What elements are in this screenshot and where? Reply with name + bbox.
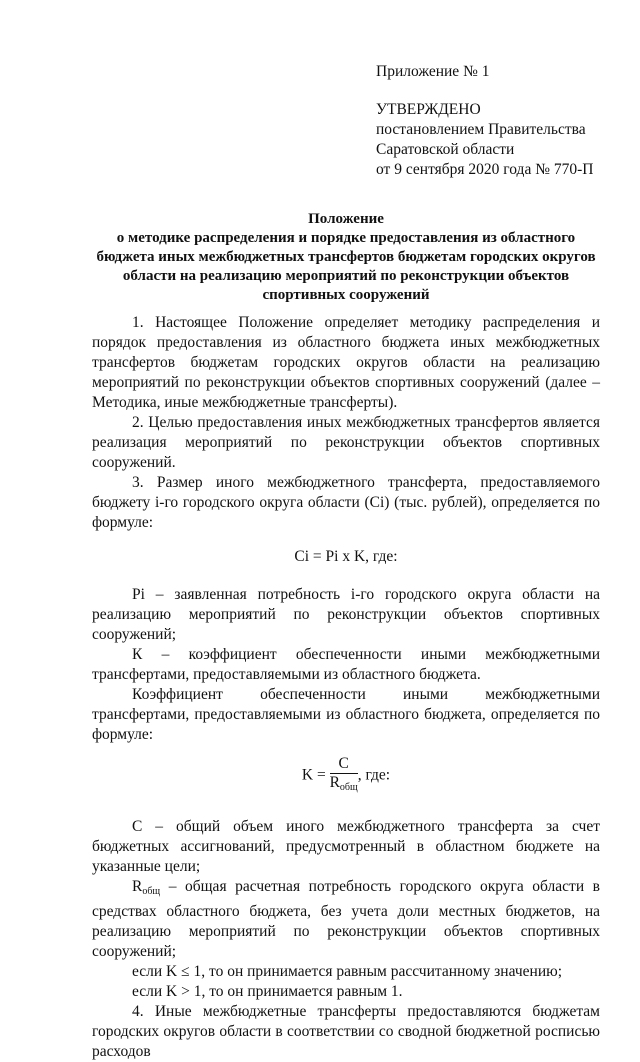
title-subtitle: о методике распределения и порядке предоставления из областного бюджета иных межбюджетных трансфертов бюджетам городских округов области на реализацию мероприятий по реконструкции объектов спортивных сооружений (96, 230, 596, 303)
document-title (92, 210, 600, 305)
approval-line-3: от 9 сентября 2020 года № 770-П (376, 161, 594, 178)
formula-k-denominator: $R_{общ}$ (329, 774, 358, 793)
formula-k-lhs: K = (301, 766, 326, 784)
paragraph-1: 1. Настоящее Положение определяет методику распределения и порядок предоставления из областного бюджета иных межбюджетных трансфертов бюджетам городских округов области на реализацию мероприятий по реконструкции объектов спортивных сооружений (далее – Методика, иные межбюджетные трансферты). (92, 314, 600, 411)
paragraph-c-definition: С – общий объем иного межбюджетного трансферта за счет бюджетных ассигнований, предусмотренный в областном бюджете на указанные цели; (92, 818, 600, 875)
formula-ci: Ci = Pi x K, где: (294, 548, 398, 565)
paragraph-k-definition: К – коэффициент обеспеченности иными межбюджетными трансфертами, предоставляемыми из областного бюджета. (92, 646, 600, 683)
r-symbol: R (132, 878, 143, 895)
approval-line-1: постановлением Правительства (376, 121, 586, 138)
paragraph-k-le-1: если K ≤ 1, то он принимается равным рассчитанному значению; (132, 963, 563, 980)
paragraph-k-formula-intro: Коэффициент обеспеченности иными межбюджетными трансфертами, предоставляемыми из областного бюджета, определяется по формуле: (92, 686, 600, 743)
formula-k (92, 755, 600, 797)
paragraph-k-gt-1: если K > 1, то он принимается равным 1. (132, 983, 403, 1000)
formula-k-tail: , где: (357, 766, 391, 784)
approval-block (376, 62, 626, 180)
r-definition-text: – общая расчетная потребность городского округа области в средствах областного бюджета, без учета доли местных бюджетов, на реализацию мероприятий по реконструкции объектов спортивных сооружений; (92, 878, 600, 960)
paragraph-r-definition (92, 877, 600, 962)
paragraph-pi-definition: Pi – заявленная потребность i-го городского округа области на реализацию мероприятий по реконструкции объектов спортивных сооружений; (92, 586, 600, 643)
document-body (92, 313, 600, 1062)
approved-label: УТВЕРЖДЕНО (376, 101, 481, 118)
r-subscript: общ (142, 886, 161, 897)
title-heading: Положение (308, 211, 384, 227)
paragraph-3: 3. Размер иного межбюджетного трансферта, предоставляемого бюджету i-го городского округа области (Ci) (тыс. рублей), определяется по формуле: (92, 474, 600, 531)
formula-k-numerator: C (330, 755, 358, 774)
paragraph-4: 4. Иные межбюджетные трансферты предоставляются бюджетам городских округов области в соответствии со сводной бюджетной росписью расходов (92, 1003, 600, 1060)
approval-line-2: Саратовской области (376, 141, 515, 158)
appendix-label: Приложение № 1 (376, 63, 490, 80)
paragraph-2: 2. Целью предоставления иных межбюджетных трансфертов является реализация мероприятий по реконструкции объектов спортивных сооружений. (92, 414, 600, 471)
formula-k-fraction (330, 755, 358, 797)
